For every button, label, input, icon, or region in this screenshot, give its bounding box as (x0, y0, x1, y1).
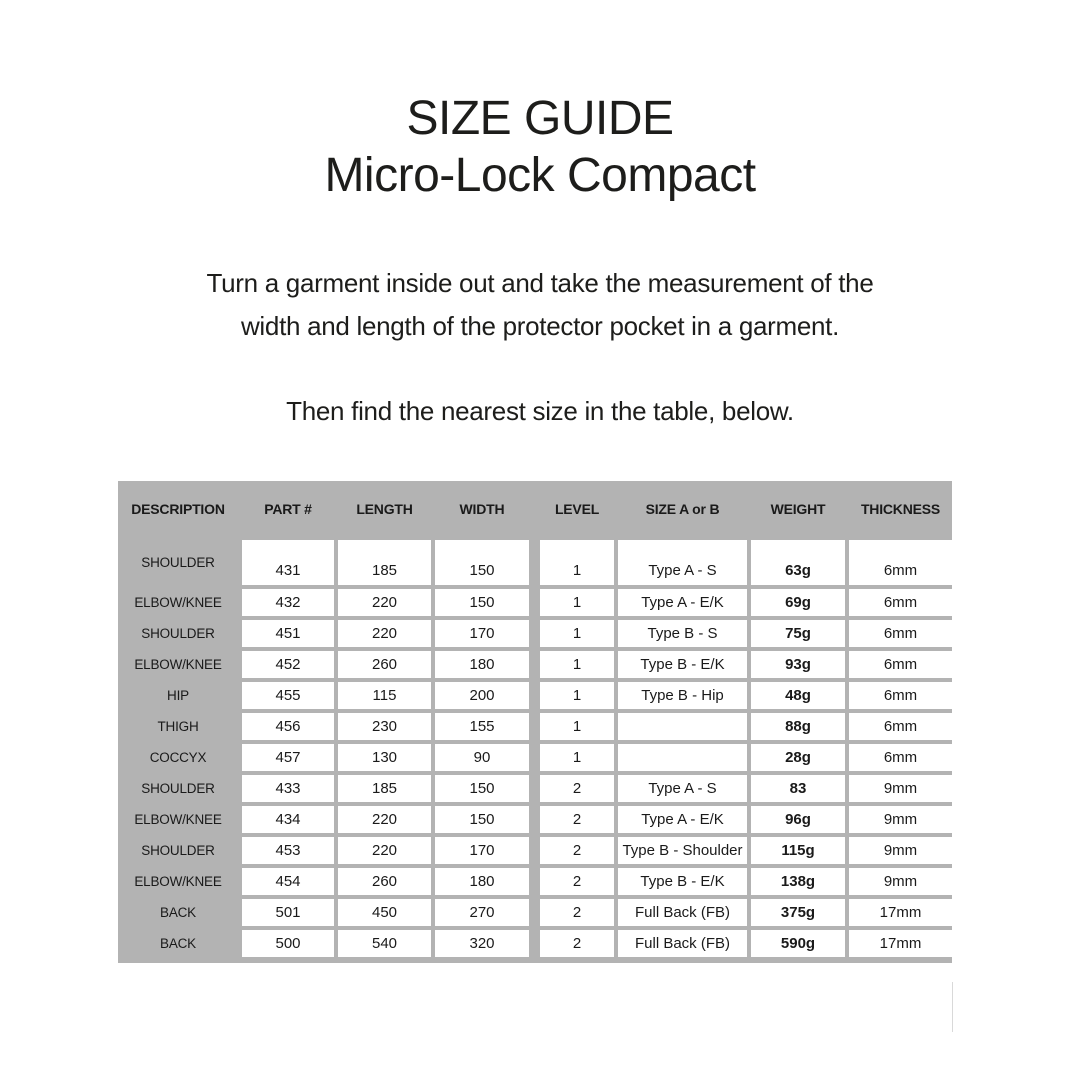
cell-length: 185 (338, 775, 431, 802)
cell-length: 220 (338, 806, 431, 833)
instructions-line-2: width and length of the protector pocket in a garment. (240, 311, 840, 341)
row-description: ELBOW/KNEE (134, 595, 222, 610)
cell-part-number: 500 (242, 930, 334, 957)
cell-width: 180 (435, 868, 529, 895)
row-description: COCCYX (149, 750, 207, 765)
cell-thickness: 9mm (849, 775, 952, 802)
cell-size-a-or-b: Type B - Shoulder (618, 837, 747, 864)
cell-weight: 75g (751, 620, 845, 647)
column-header-level: LEVEL (554, 500, 600, 517)
cell-level: 2 (540, 837, 614, 864)
cell-thickness: 17mm (849, 930, 952, 957)
cell-length: 230 (338, 713, 431, 740)
row-description: SHOULDER (141, 626, 215, 641)
cell-weight: 138g (751, 868, 845, 895)
cell-length: 115 (338, 682, 431, 709)
cell-weight: 48g (751, 682, 845, 709)
cell-length: 260 (338, 868, 431, 895)
row-description: BACK (160, 905, 196, 920)
cell-level: 2 (540, 868, 614, 895)
cell-size-a-or-b: Type A - S (618, 775, 747, 802)
cell-width: 150 (435, 806, 529, 833)
row-description: SHOULDER (141, 555, 215, 570)
cell-thickness: 9mm (849, 837, 952, 864)
cell-level: 1 (540, 682, 614, 709)
row-description: ELBOW/KNEE (134, 657, 222, 672)
cell-part-number: 452 (242, 651, 334, 678)
cell-part-number: 433 (242, 775, 334, 802)
cell-thickness: 6mm (849, 713, 952, 740)
cell-level: 2 (540, 930, 614, 957)
cell-thickness: 17mm (849, 899, 952, 926)
row-description: BACK (160, 936, 196, 951)
cell-part-number: 501 (242, 899, 334, 926)
cell-part-number: 432 (242, 589, 334, 616)
cell-width: 270 (435, 899, 529, 926)
cell-width: 150 (435, 589, 529, 616)
cell-thickness: 6mm (849, 620, 952, 647)
cell-width: 170 (435, 837, 529, 864)
cell-part-number: 453 (242, 837, 334, 864)
column-header-part-number: PART # (264, 500, 312, 517)
cell-weight: 28g (751, 744, 845, 771)
cell-part-number: 455 (242, 682, 334, 709)
cell-size-a-or-b: Full Back (FB) (618, 930, 747, 957)
row-description: SHOULDER (141, 843, 215, 858)
cell-width: 150 (435, 540, 529, 585)
cell-thickness: 6mm (849, 540, 952, 585)
row-description: ELBOW/KNEE (134, 874, 222, 889)
cell-level: 1 (540, 744, 614, 771)
cell-part-number: 454 (242, 868, 334, 895)
cell-weight: 63g (751, 540, 845, 585)
cell-thickness: 9mm (849, 806, 952, 833)
cell-part-number: 457 (242, 744, 334, 771)
row-description: SHOULDER (141, 781, 215, 796)
cell-weight: 115g (751, 837, 845, 864)
cell-width: 90 (435, 744, 529, 771)
column-header-length: LENGTH (356, 500, 413, 517)
size-table (118, 481, 952, 963)
page-edge-divider (952, 982, 953, 1032)
column-header-size-a-or-b: SIZE A or B (645, 500, 720, 517)
cell-level: 1 (540, 651, 614, 678)
cell-size-a-or-b: Type B - E/K (618, 868, 747, 895)
size-table-grid (118, 481, 952, 957)
cell-size-a-or-b: Type A - E/K (618, 806, 747, 833)
cell-size-a-or-b: Type A - E/K (618, 589, 747, 616)
cell-part-number: 451 (242, 620, 334, 647)
cell-part-number: 456 (242, 713, 334, 740)
cell-width: 180 (435, 651, 529, 678)
cell-level: 1 (540, 713, 614, 740)
cell-thickness: 6mm (849, 744, 952, 771)
cell-level: 2 (540, 899, 614, 926)
cell-weight: 83 (751, 775, 845, 802)
cell-part-number: 434 (242, 806, 334, 833)
cell-size-a-or-b: Type B - S (618, 620, 747, 647)
page-title (0, 90, 1080, 204)
cell-size-a-or-b: Type B - E/K (618, 651, 747, 678)
cell-width: 170 (435, 620, 529, 647)
cell-length: 220 (338, 837, 431, 864)
cell-size-a-or-b: Type B - Hip (618, 682, 747, 709)
column-header-thickness: THICKNESS (860, 500, 941, 517)
cell-width: 320 (435, 930, 529, 957)
cell-level: 1 (540, 589, 614, 616)
cell-thickness: 6mm (849, 589, 952, 616)
cell-width: 200 (435, 682, 529, 709)
title-line-1: SIZE GUIDE (406, 92, 674, 145)
column-header-weight: WEIGHT (770, 500, 826, 517)
cell-weight: 93g (751, 651, 845, 678)
column-header-description: DESCRIPTION (131, 500, 225, 517)
cell-length: 540 (338, 930, 431, 957)
cell-size-a-or-b: Type A - S (618, 540, 747, 585)
cell-length: 220 (338, 589, 431, 616)
cell-thickness: 6mm (849, 651, 952, 678)
cell-level: 2 (540, 806, 614, 833)
cell-size-a-or-b (618, 744, 747, 771)
cell-size-a-or-b (618, 713, 747, 740)
row-description: THIGH (157, 719, 199, 734)
cell-part-number: 431 (242, 540, 334, 585)
cell-weight: 69g (751, 589, 845, 616)
cell-thickness: 6mm (849, 682, 952, 709)
cell-length: 450 (338, 899, 431, 926)
cell-weight: 375g (751, 899, 845, 926)
instructions-paragraph (0, 262, 1080, 348)
cell-length: 185 (338, 540, 431, 585)
row-description: ELBOW/KNEE (134, 812, 222, 827)
cell-width: 155 (435, 713, 529, 740)
cell-thickness: 9mm (849, 868, 952, 895)
column-header-width: WIDTH (459, 500, 505, 517)
cell-size-a-or-b: Full Back (FB) (618, 899, 747, 926)
cell-level: 2 (540, 775, 614, 802)
cell-length: 130 (338, 744, 431, 771)
cell-level: 1 (540, 540, 614, 585)
cell-length: 220 (338, 620, 431, 647)
cell-level: 1 (540, 620, 614, 647)
cell-length: 260 (338, 651, 431, 678)
row-description: HIP (167, 688, 189, 703)
title-line-2: Micro-Lock Compact (324, 149, 756, 202)
cell-weight: 590g (751, 930, 845, 957)
cell-width: 150 (435, 775, 529, 802)
instructions-line-1: Turn a garment inside out and take the measurement of the (206, 268, 874, 298)
cell-weight: 88g (751, 713, 845, 740)
instructions-note: Then find the nearest size in the table, below. (286, 396, 794, 426)
cell-weight: 96g (751, 806, 845, 833)
